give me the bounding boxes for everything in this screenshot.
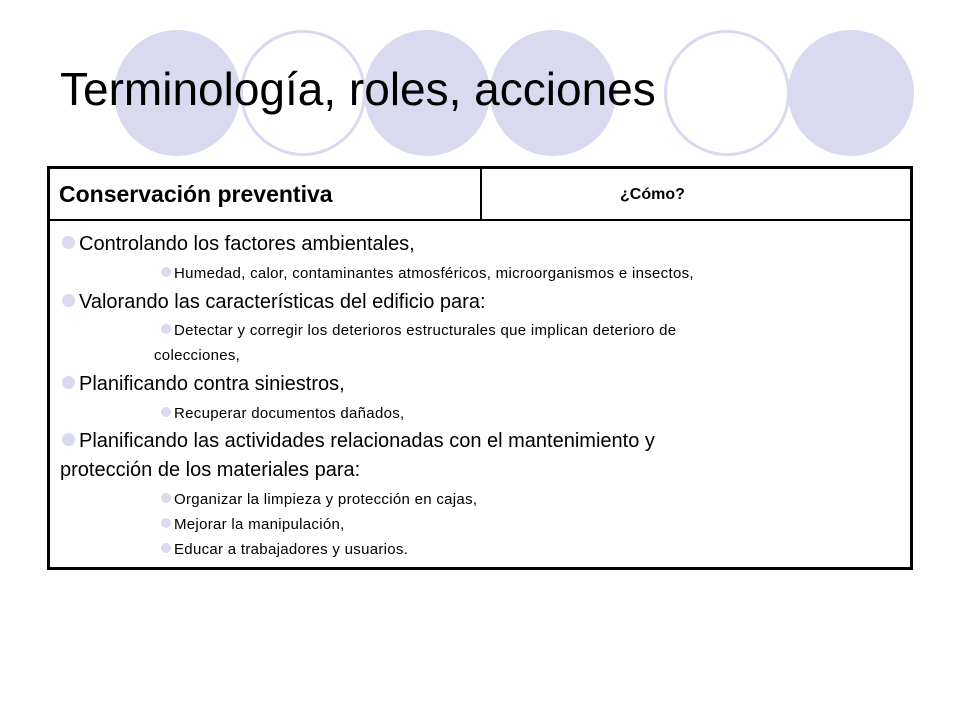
list-item-text: Planificando las actividades relacionadas con el mantenimiento y	[79, 430, 655, 452]
bullet-icon	[161, 518, 171, 528]
table-header-cell-right	[482, 169, 910, 219]
sub-list-item-text: Mejorar la manipulación,	[174, 516, 345, 533]
sub-list-item	[161, 265, 694, 282]
table-body-cell	[50, 221, 910, 567]
table-header-row	[50, 169, 910, 221]
decorative-ring	[664, 30, 790, 156]
table-header-right-label: ¿Cómo?	[620, 186, 685, 203]
sub-list-item-text: Detectar y corregir los deterioros estructurales que implican deterioro de	[174, 322, 677, 339]
sub-list-item-text: Educar a trabajadores y usuarios.	[174, 541, 409, 558]
list-item-text: Controlando los factores ambientales,	[79, 233, 415, 255]
sub-list-item-text: Humedad, calor, contaminantes atmosféricos, microorganismos e insectos,	[174, 265, 694, 282]
bullet-icon	[161, 324, 171, 334]
sub-list-item	[161, 541, 408, 558]
list-item-text: Valorando las características del edificio para:	[79, 291, 486, 313]
sub-list-item	[161, 491, 477, 508]
bullet-icon	[161, 493, 171, 503]
sub-list-item-continuation: colecciones,	[154, 347, 241, 364]
decorative-circle	[788, 30, 914, 156]
sub-list-item	[161, 322, 676, 339]
slide-title: Terminología, roles, acciones	[60, 63, 656, 115]
list-item-text: Planificando contra siniestros,	[79, 373, 345, 395]
bullet-icon	[62, 376, 75, 389]
table-header-cell-left	[50, 169, 482, 219]
content-table	[47, 166, 913, 570]
list-item-continuation: protección de los materiales para:	[60, 459, 361, 481]
bullet-icon	[161, 267, 171, 277]
list-item	[62, 233, 415, 256]
bullet-icon	[62, 294, 75, 307]
list-item	[62, 430, 655, 453]
bullet-icon	[62, 433, 75, 446]
bullet-icon	[161, 407, 171, 417]
bullet-icon	[161, 543, 171, 553]
list-item	[62, 373, 345, 396]
sub-list-item	[161, 405, 405, 422]
sub-list-item	[161, 516, 345, 533]
table-header-left-label: Conservación preventiva	[59, 181, 333, 207]
bullet-icon	[62, 236, 75, 249]
list-item	[62, 291, 486, 314]
sub-list-item-text: Recuperar documentos dañados,	[174, 405, 405, 422]
sub-list-item-text: Organizar la limpieza y protección en cajas,	[174, 491, 478, 508]
